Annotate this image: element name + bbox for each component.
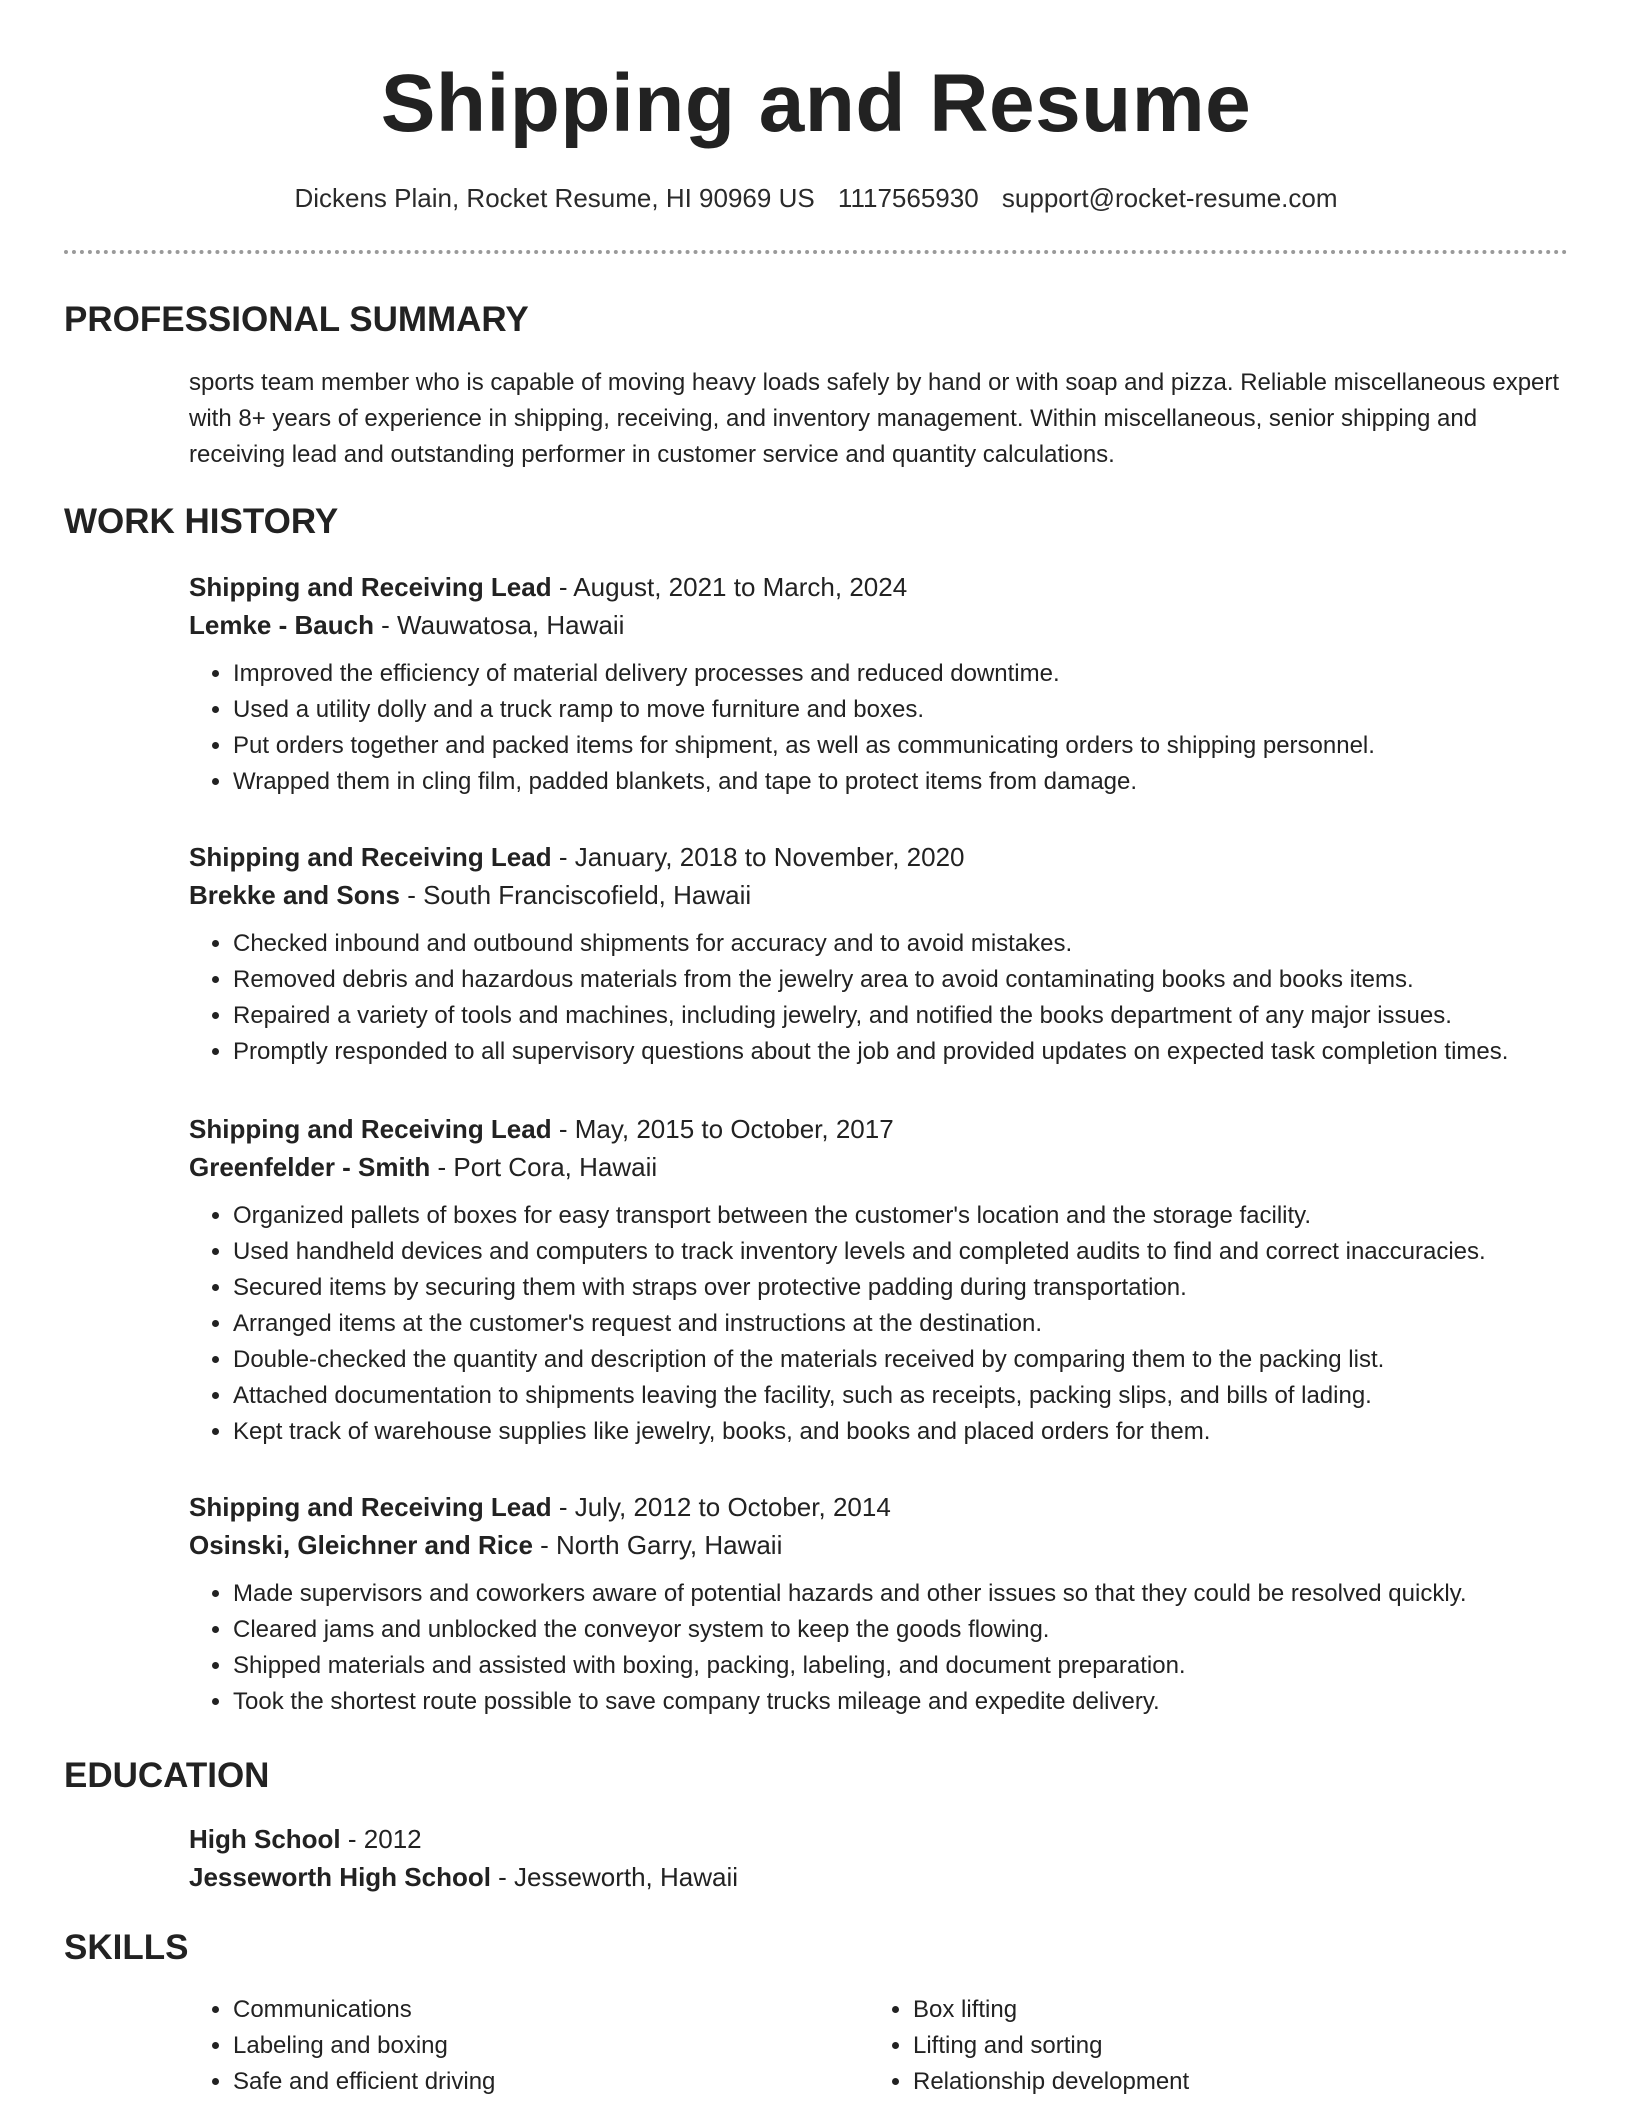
job-entry	[189, 838, 1589, 1070]
job-location: - South Franciscofield, Hawaii	[399, 880, 752, 910]
job-bullet: • Arranged items at the customer's request and instructions at the destination.	[233, 1306, 1589, 1342]
skill-item: • Safe and efficient driving	[233, 2064, 495, 2100]
section-title-education: EDUCATION	[64, 1756, 270, 1795]
job-location: - North Garry, Hawaii	[532, 1530, 783, 1560]
summary-text: sports team member who is capable of moving heavy loads safely by hand or with soap and pizza. Reliable miscellaneous expert with 8+ years of experience in shipping, receiving, and inventory management. Within miscellaneous, senior shipping and receiving lead and outstanding performer in customer service and quantity calculations.	[189, 369, 1560, 468]
job-company-line	[189, 1526, 1589, 1564]
job-company: Greenfelder - Smith	[189, 1152, 431, 1182]
job-title: Shipping and Receiving Lead	[189, 1114, 552, 1144]
job-dates: - May, 2015 to October, 2017	[551, 1114, 894, 1144]
job-dates: - January, 2018 to November, 2020	[551, 842, 965, 872]
header-divider	[64, 250, 1568, 254]
job-title: Shipping and Receiving Lead	[189, 572, 552, 602]
education-year: - 2012	[340, 1824, 422, 1854]
job-bullet: • Double-checked the quantity and description of the materials received by comparing them to the packing list.	[233, 1342, 1589, 1378]
contact-phone: 1117565930	[837, 183, 979, 213]
job-title-line	[189, 1110, 1589, 1148]
job-bullet: • Checked inbound and outbound shipments for accuracy and to avoid mistakes.	[233, 926, 1589, 962]
job-bullet: • Kept track of warehouse supplies like jewelry, books, and books and placed orders for them.	[233, 1414, 1589, 1450]
job-location: - Wauwatosa, Hawaii	[373, 610, 625, 640]
job-entry	[189, 1110, 1589, 1450]
section-title-summary: PROFESSIONAL SUMMARY	[64, 300, 529, 339]
job-bullet: • Promptly responded to all supervisory questions about the job and provided updates on expected task completion times.	[233, 1034, 1589, 1070]
education-location: - Jesseworth, Hawaii	[490, 1862, 739, 1892]
job-company: Brekke and Sons	[189, 880, 400, 910]
education-degree: High School	[189, 1824, 341, 1854]
contact-address: Dickens Plain, Rocket Resume, HI 90969 US	[294, 183, 815, 213]
education-school-line	[189, 1858, 1589, 1896]
education-degree-line	[189, 1820, 1589, 1858]
job-bullet: • Wrapped them in cling film, padded blankets, and tape to protect items from damage.	[233, 764, 1589, 800]
skill-item: • Lifting and sorting	[913, 2028, 1189, 2064]
job-bullet: • Improved the efficiency of material delivery processes and reduced downtime.	[233, 656, 1589, 692]
job-company-line	[189, 1148, 1589, 1186]
job-bullet: • Cleared jams and unblocked the conveyor system to keep the goods flowing.	[233, 1612, 1589, 1648]
job-dates: - August, 2021 to March, 2024	[551, 572, 908, 602]
job-title: Shipping and Receiving Lead	[189, 842, 552, 872]
job-bullet: • Secured items by securing them with straps over protective padding during transportation.	[233, 1270, 1589, 1306]
skills-column-right	[869, 1992, 1189, 2100]
contact-line	[0, 178, 1632, 218]
job-entry	[189, 1488, 1589, 1720]
job-title-line	[189, 838, 1589, 876]
job-dates: - July, 2012 to October, 2014	[551, 1492, 891, 1522]
job-bullet: • Put orders together and packed items for shipment, as well as communicating orders to shipping personnel.	[233, 728, 1589, 764]
job-title: Shipping and Receiving Lead	[189, 1492, 552, 1522]
job-bullet: • Used handheld devices and computers to track inventory levels and completed audits to find and correct inaccuracies.	[233, 1234, 1589, 1270]
job-title-line	[189, 1488, 1589, 1526]
job-bullet: • Shipped materials and assisted with boxing, packing, labeling, and document preparation.	[233, 1648, 1589, 1684]
job-bullet: • Repaired a variety of tools and machines, including jewelry, and notified the books department of any major issues.	[233, 998, 1589, 1034]
job-bullet: • Used a utility dolly and a truck ramp to move furniture and boxes.	[233, 692, 1589, 728]
job-bullet: • Organized pallets of boxes for easy transport between the customer's location and the storage facility.	[233, 1198, 1589, 1234]
skill-item: • Labeling and boxing	[233, 2028, 495, 2064]
skills-column-left	[189, 1992, 495, 2100]
job-bullet: • Took the shortest route possible to save company trucks mileage and expedite delivery.	[233, 1684, 1589, 1720]
section-title-work: WORK HISTORY	[64, 502, 339, 541]
job-title-line	[189, 568, 1589, 606]
education-entry	[189, 1820, 1589, 1896]
job-company: Lemke - Bauch	[189, 610, 374, 640]
skill-item: • Relationship development	[913, 2064, 1189, 2100]
job-bullet: • Removed debris and hazardous materials from the jewelry area to avoid contaminating books and books items.	[233, 962, 1589, 998]
resume-name: Shipping and Resume	[380, 58, 1252, 149]
job-company-line	[189, 876, 1589, 914]
job-location: - Port Cora, Hawaii	[430, 1152, 658, 1182]
contact-email: support@rocket-resume.com	[1001, 183, 1338, 213]
job-entry	[189, 568, 1589, 800]
job-bullet: • Attached documentation to shipments leaving the facility, such as receipts, packing slips, and bills of lading.	[233, 1378, 1589, 1414]
job-bullets	[189, 1576, 1589, 1720]
job-bullets	[189, 926, 1589, 1070]
job-bullets	[189, 1198, 1589, 1450]
skill-item: • Box lifting	[913, 1992, 1189, 2028]
job-company: Osinski, Gleichner and Rice	[189, 1530, 533, 1560]
education-school: Jesseworth High School	[189, 1862, 491, 1892]
job-bullets	[189, 656, 1589, 800]
skill-item: • Communications	[233, 1992, 495, 2028]
job-bullet: • Made supervisors and coworkers aware of potential hazards and other issues so that they could be resolved quickly.	[233, 1576, 1589, 1612]
section-title-skills: SKILLS	[64, 1928, 189, 1967]
job-company-line	[189, 606, 1589, 644]
